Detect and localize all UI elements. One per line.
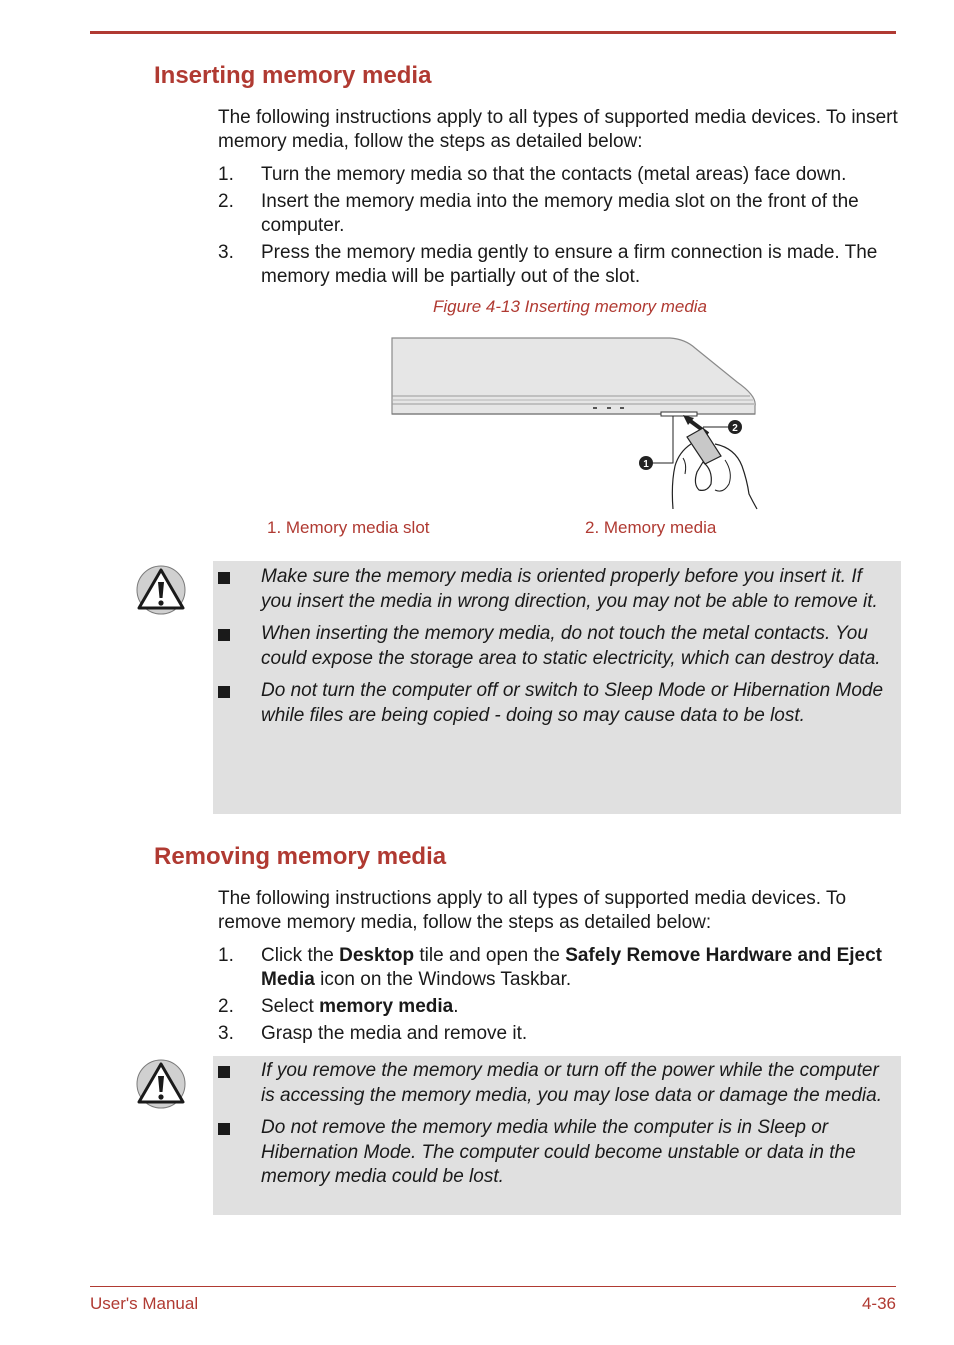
step-bold-text: memory media [319, 996, 454, 1017]
footer-manual-title: User's Manual [90, 1294, 199, 1313]
warning-triangle-icon [136, 565, 186, 615]
list-item [218, 995, 898, 1019]
step-bold-text: Safely Remove Hardware and Eject Media [261, 945, 882, 990]
callout-number-1: 1 [643, 459, 649, 470]
warning-text: Do not remove the memory media while the computer is in Sleep or Hibernation Mode. The computer could become unstable or data in the memory media could be lost. [261, 1117, 856, 1187]
warning-triangle-icon [136, 1059, 186, 1109]
step-text: Click the [261, 945, 340, 966]
indicator-light [593, 407, 597, 409]
square-bullet-icon [218, 1123, 230, 1135]
warning-box-inserting [213, 561, 901, 814]
step-number: 1. [218, 945, 234, 966]
step-text: icon on the Windows Taskbar. [314, 969, 572, 990]
warning-list [213, 1056, 901, 1190]
step-text: Press the memory media gently to ensure a firm connection is made. The memory media will be partially out of the slot. [261, 242, 878, 287]
warning-text: When inserting the memory media, do not touch the metal contacts. You could expose the storage area to static electricity, which can destroy data. [261, 623, 881, 669]
hand-finger [715, 460, 730, 491]
footer-rule [90, 1286, 896, 1287]
step-number: 1. [218, 164, 234, 185]
list-item [213, 1059, 901, 1108]
list-item [213, 1116, 901, 1190]
warning-text: If you remove the memory media or turn off the power while the computer is accessing the memory media, you may lose data or damage the media. [261, 1060, 882, 1106]
list-item [218, 163, 898, 187]
step-text: Select [261, 996, 320, 1017]
top-rule [90, 31, 896, 34]
figure-legend-1: 1. Memory media slot [267, 518, 430, 537]
inserting-memory-media-illustration [385, 334, 765, 512]
step-number: 3. [218, 242, 234, 263]
step-text: Grasp the media and remove it. [261, 1023, 528, 1044]
step-bold-text: Desktop [339, 945, 415, 966]
removing-steps-list [218, 944, 898, 1049]
inserting-steps-list [218, 163, 898, 292]
square-bullet-icon [218, 1066, 230, 1078]
step-number: 2. [218, 996, 234, 1017]
warning-list [213, 561, 901, 728]
warning-box-removing [213, 1056, 901, 1215]
hand-finger [683, 458, 686, 474]
memory-media-slot [661, 412, 697, 416]
section-heading-inserting: Inserting memory media [154, 62, 432, 89]
laptop-body [392, 338, 755, 414]
warning-text: Do not turn the computer off or switch to Sleep Mode or Hibernation Mode while files are being copied - doing so may cause data to be lost. [261, 680, 884, 726]
square-bullet-icon [218, 686, 230, 698]
step-text: tile and open the [414, 945, 566, 966]
warning-text: Make sure the memory media is oriented properly before you insert it. If you insert the media in wrong direction, you may not be able to remove it. [261, 566, 878, 612]
step-text: Insert the memory media into the memory media slot on the front of the computer. [261, 191, 859, 236]
memory-card [687, 428, 721, 464]
section-heading-removing: Removing memory media [154, 843, 447, 870]
list-item [218, 944, 898, 992]
callout-line-1 [648, 416, 673, 463]
hand-outline [715, 444, 757, 509]
list-item [213, 679, 901, 728]
removing-intro-paragraph: The following instructions apply to all types of supported media devices. To remove memory media, follow the steps as detailed below: [218, 888, 847, 933]
step-number: 2. [218, 191, 234, 212]
list-item [218, 190, 898, 238]
list-item [218, 241, 898, 289]
step-text: Turn the memory media so that the contacts (metal areas) face down. [261, 164, 847, 185]
figure-legend-2: 2. Memory media [585, 518, 717, 537]
square-bullet-icon [218, 572, 230, 584]
indicator-light [620, 407, 624, 409]
step-number: 3. [218, 1023, 234, 1044]
list-item [213, 565, 901, 614]
footer-page-number: 4-36 [861, 1294, 896, 1313]
list-item [213, 622, 901, 671]
inserting-intro-paragraph: The following instructions apply to all types of supported media devices. To insert memory media, follow the steps as detailed below: [218, 107, 898, 152]
hand-outline [672, 444, 691, 509]
step-text: . [453, 996, 459, 1017]
callout-number-2: 2 [732, 423, 738, 434]
list-item [218, 1022, 898, 1046]
square-bullet-icon [218, 629, 230, 641]
figure-caption: Figure 4-13 Inserting memory media [433, 297, 708, 316]
indicator-light [607, 407, 611, 409]
hand-thumb [695, 462, 711, 490]
